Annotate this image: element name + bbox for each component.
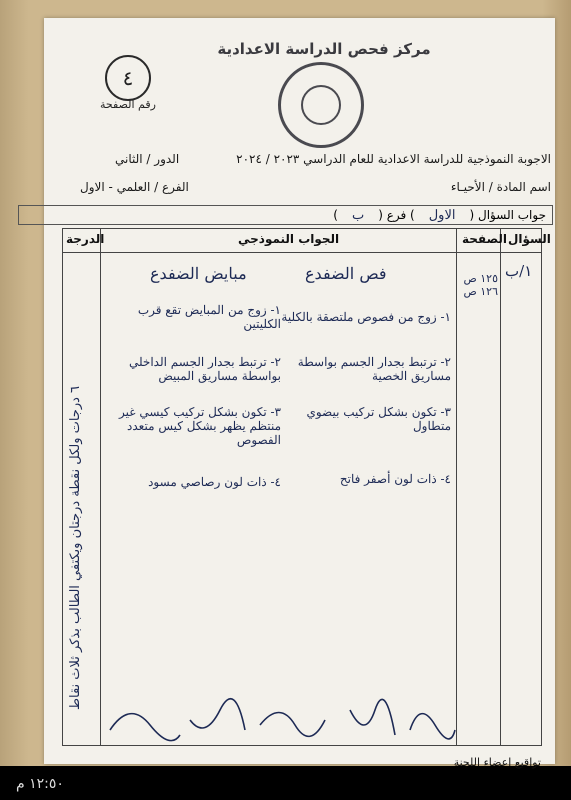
- right-point-4: ٤- ذات لون أصفر فاتح: [339, 472, 451, 486]
- left-point-2: ٢- ترتبط بجدار الجسم الداخلي بواسطة مساريق المبيض: [128, 355, 281, 383]
- right-heading: فص الضفدع: [305, 264, 387, 283]
- answer-label: جواب السؤال (: [469, 208, 546, 222]
- right-point-1: ١- زوج من فصوص ملتصقة بالكلية: [281, 310, 451, 324]
- exam-round: الدور / الثاني: [115, 152, 180, 166]
- left-point-1: ١- زوج من المبايض تقع قرب الكليتين: [137, 303, 281, 331]
- left-point-4: ٤- ذات لون رصاصي مسود: [148, 475, 281, 489]
- page-label: رقم الصفحة: [100, 98, 156, 111]
- answer-sheet: [44, 18, 555, 764]
- left-point-3: ٣- تكون بشكل تركيب كيسي غير منتظم يظهر بشكل كيس متعدد الفصوص: [119, 405, 281, 447]
- page-refs: ١٢٥ ص ١٢٦ ص: [463, 272, 498, 298]
- grade-note: ٦ درجات ولكل نقطة درجتان ويكتفي الطالب بذكر ثلاث نقاط: [68, 385, 83, 710]
- col-page: الصفحة: [462, 232, 508, 246]
- committee-signatures: [100, 690, 460, 750]
- sheet-title: الاجوبة النموذجية للدراسة الاعدادية للعام الدراسي ٢٠٢٣ / ٢٠٢٤: [236, 152, 551, 166]
- subject-name: اسم المادة / الأحيـاء: [450, 180, 551, 194]
- branch-value: ب: [351, 207, 365, 223]
- question-answer-row: [18, 205, 553, 225]
- page-number: ٤: [105, 55, 151, 101]
- col-grade: الدرجة: [66, 232, 105, 246]
- right-point-2: ٢- ترتبط بجدار الجسم بواسطة مساريق الخصية: [297, 355, 451, 383]
- branch-name: الفرع / العلمي - الاول: [80, 180, 189, 194]
- answer-value: الاول: [428, 207, 456, 223]
- col-question: السؤال: [508, 232, 551, 246]
- status-time: ١٢:٥٠ م: [16, 776, 64, 792]
- seal-text: مركز فحص الدراسة الاعدادية: [217, 40, 431, 58]
- ministry-seal: [278, 62, 364, 148]
- question-number: ١/ب: [505, 262, 533, 280]
- branch-label: ) فرع (: [378, 208, 415, 222]
- left-heading: مبايض الضفدع: [150, 264, 247, 283]
- right-point-3: ٣- تكون بشكل تركيب بيضوي متطاول: [306, 405, 451, 433]
- row-close: ): [333, 208, 338, 222]
- col-model-answer: الجواب النموذجي: [238, 232, 340, 246]
- signatures-label: تواقيع اعضاء اللجنة: [453, 756, 541, 769]
